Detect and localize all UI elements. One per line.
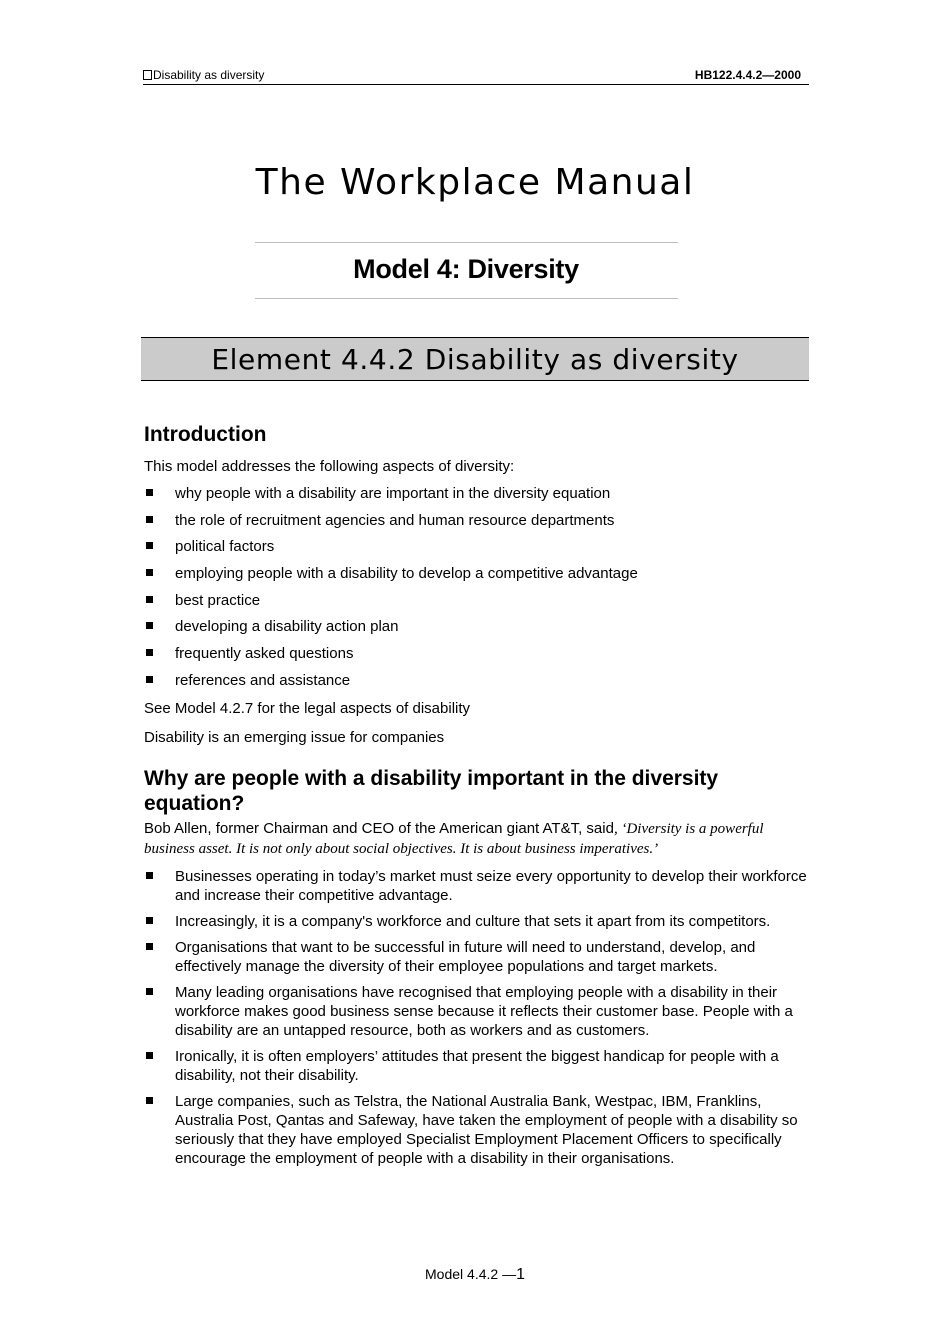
list-item-text: Large companies, such as Telstra, the National Australia Bank, Westpac, IBM, Franklins, Australia Post, Qantas and Safeway, have taken the employment of people with a disability so seriously that they have employed Specialist Employment Placement Officers to specifically encourage the employment of people with a disability in their organisations. bbox=[175, 1093, 798, 1167]
quote-lead: Bob Allen, former Chairman and CEO of the American giant AT&T, said bbox=[144, 820, 614, 837]
list-item bbox=[144, 644, 814, 671]
introduction-lead: This model addresses the following aspects of diversity: bbox=[144, 458, 515, 475]
list-item-text: why people with a disability are important in the diversity equation bbox=[175, 485, 611, 502]
list-item bbox=[144, 1092, 810, 1168]
list-item-text: references and assistance bbox=[175, 671, 351, 689]
list-item-text: employing people with a disability to develop a competitive advantage bbox=[175, 565, 638, 583]
square-bullet-icon bbox=[146, 516, 153, 523]
square-bullet-icon bbox=[146, 569, 153, 576]
list-item-text: developing a disability action plan bbox=[175, 618, 399, 636]
footer-label: Model 4.4.2 — bbox=[425, 1266, 517, 1282]
manual-title: The Workplace Manual bbox=[255, 162, 695, 203]
model-title: Model 4: Diversity bbox=[353, 254, 579, 284]
list-item-text: Increasingly, it is a company's workforce and culture that sets it apart from its competitors. bbox=[175, 913, 771, 930]
running-header-section: Disability as diversity bbox=[153, 68, 265, 82]
list-item bbox=[144, 867, 810, 905]
list-item-text: political factors bbox=[175, 538, 275, 556]
list-item bbox=[144, 983, 810, 1040]
square-bullet-icon bbox=[146, 1052, 153, 1059]
list-item-text: the role of recruitment agencies and human resource departments bbox=[175, 511, 615, 529]
list-item bbox=[144, 617, 814, 644]
quote-text: , ‘Diversity is a powerful business asset. It is not only about social objectives. It is about business imperatives.’ bbox=[144, 821, 764, 857]
emerging-issue-text: Disability is an emerging issue for companies bbox=[144, 729, 445, 746]
square-bullet-icon bbox=[146, 872, 153, 879]
square-bullet-icon bbox=[146, 649, 153, 656]
quote-paragraph bbox=[144, 819, 804, 859]
list-item bbox=[144, 537, 814, 564]
why-heading: Why are people with a disability important in the diversity equation? bbox=[144, 767, 719, 815]
see-also-text: See Model 4.2.7 for the legal aspects of disability bbox=[144, 700, 471, 717]
element-title: Element 4.4.2 Disability as diversity bbox=[211, 343, 739, 376]
checkbox-icon bbox=[143, 70, 152, 80]
title-rule-top bbox=[255, 242, 678, 243]
square-bullet-icon bbox=[146, 596, 153, 603]
list-item-text: frequently asked questions bbox=[175, 645, 354, 663]
introduction-list bbox=[144, 484, 814, 698]
list-item bbox=[144, 671, 814, 698]
list-item-text: Organisations that want to be successful in future will need to understand, develop, and effectively manage the diversity of their employee populations and target markets. bbox=[175, 939, 756, 975]
square-bullet-icon bbox=[146, 988, 153, 995]
list-item bbox=[144, 484, 814, 511]
square-bullet-icon bbox=[146, 676, 153, 683]
list-item-text: best practice bbox=[175, 591, 261, 609]
why-list bbox=[144, 867, 810, 1168]
square-bullet-icon bbox=[146, 542, 153, 549]
square-bullet-icon bbox=[146, 622, 153, 629]
running-header-left bbox=[143, 68, 264, 82]
list-item bbox=[144, 511, 814, 538]
running-header bbox=[143, 66, 809, 85]
list-item bbox=[144, 938, 810, 976]
square-bullet-icon bbox=[146, 917, 153, 924]
list-item-text: Many leading organisations have recognised that employing people with a disability in their workforce makes good business sense because it reflects their customer base. People with a disability are an untapped resource, both as workers and as customers. bbox=[175, 984, 793, 1039]
list-item-text: Ironically, it is often employers’ attitudes that present the biggest handicap for people with a disability, not their disability. bbox=[175, 1048, 779, 1084]
list-item bbox=[144, 591, 814, 618]
square-bullet-icon bbox=[146, 943, 153, 950]
list-item bbox=[144, 912, 810, 931]
list-item-text: Businesses operating in today’s market must seize every opportunity to develop their workforce and increase their competitive advantage. bbox=[175, 868, 807, 904]
running-header-code: HB122.4.4.2—2000 bbox=[694, 68, 801, 82]
list-item bbox=[144, 564, 814, 591]
element-banner bbox=[141, 337, 809, 381]
square-bullet-icon bbox=[146, 489, 153, 496]
page-number: 1 bbox=[516, 1266, 525, 1283]
square-bullet-icon bbox=[146, 1097, 153, 1104]
page-footer bbox=[0, 1266, 950, 1284]
introduction-heading: Introduction bbox=[144, 423, 267, 446]
list-item bbox=[144, 1047, 810, 1085]
title-rule-bottom bbox=[255, 298, 678, 299]
